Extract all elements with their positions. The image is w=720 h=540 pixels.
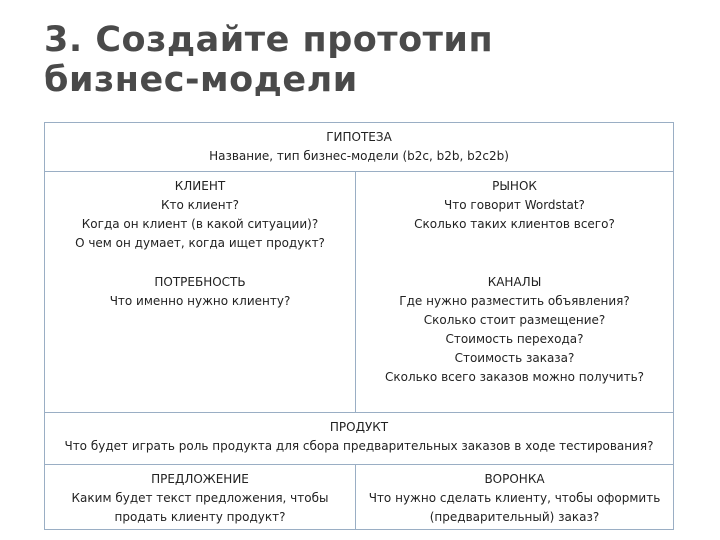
client-text-2: Когда он клиент (в какой ситуации)?: [81, 217, 319, 231]
slide-title-line1: 3. Создайте прототип: [44, 20, 494, 60]
channels-text-4: Стоимость заказа?: [454, 351, 575, 365]
funnel-heading: ВОРОНКА: [484, 472, 545, 486]
funnel-cell: [356, 465, 673, 529]
slide-title-line2: бизнес-модели: [44, 60, 358, 100]
channels-heading: КАНАЛЫ: [487, 275, 542, 289]
channels-text-3: Стоимость перехода?: [445, 332, 584, 346]
client-text-3: О чем он думает, когда ищет продукт?: [75, 236, 325, 250]
client-text-1: Кто клиент?: [161, 198, 239, 212]
slide-title: [44, 20, 493, 100]
business-model-table: [44, 122, 674, 530]
need-cell: [45, 268, 355, 412]
market-text-2: Сколько таких клиентов всего?: [414, 217, 615, 231]
hypothesis-cell: [45, 123, 673, 171]
client-cell: [45, 172, 355, 267]
offer-text-2: продать клиенту продукт?: [114, 510, 286, 524]
hypothesis-heading: ГИПОТЕЗА: [326, 130, 392, 144]
channels-text-2: Сколько стоит размещение?: [423, 313, 606, 327]
product-text: Что будет играть роль продукта для сбора предварительных заказов в ходе тестирования?: [64, 439, 654, 453]
offer-cell: [45, 465, 355, 529]
funnel-text-2: (предварительный) заказ?: [429, 510, 600, 524]
channels-text-1: Где нужно разместить объявления?: [399, 294, 630, 308]
channels-text-5: Сколько всего заказов можно получить?: [384, 370, 645, 384]
product-cell: [45, 413, 673, 464]
hypothesis-text: Название, тип бизнес-модели (b2c, b2b, b2c2b): [209, 149, 509, 163]
offer-text-1: Каким будет текст предложения, чтобы: [71, 491, 329, 505]
need-text-1: Что именно нужно клиенту?: [109, 294, 291, 308]
funnel-text-1: Что нужно сделать клиенту, чтобы оформить: [368, 491, 661, 505]
channels-cell: [356, 268, 673, 412]
product-heading: ПРОДУКТ: [329, 420, 389, 434]
offer-heading: ПРЕДЛОЖЕНИЕ: [151, 472, 249, 486]
need-heading: ПОТРЕБНОСТЬ: [154, 275, 246, 289]
client-heading: КЛИЕНТ: [174, 179, 226, 193]
market-cell: [356, 172, 673, 267]
market-heading: РЫНОК: [492, 179, 537, 193]
market-text-1: Что говорит Wordstat?: [444, 198, 585, 212]
